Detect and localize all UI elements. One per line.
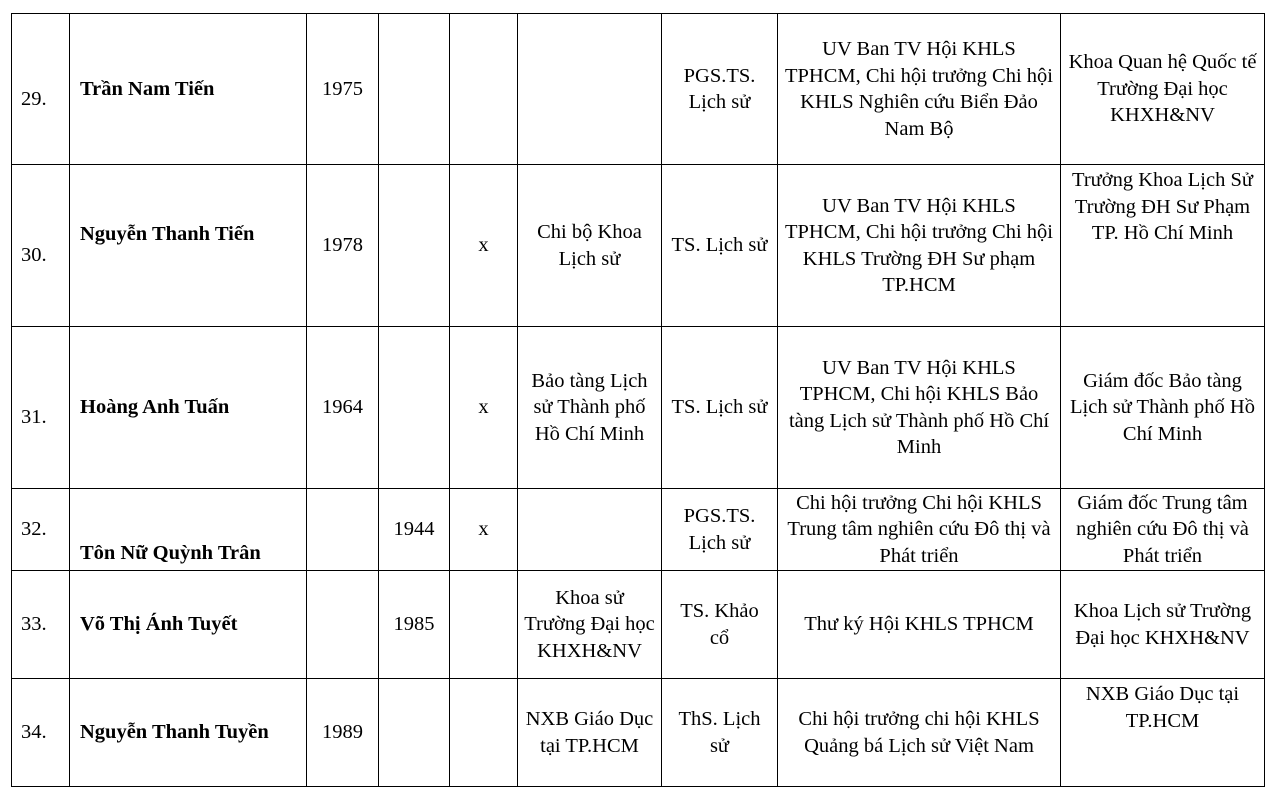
table-row: [12, 165, 1265, 327]
table-row: [12, 327, 1265, 489]
row-index: 32.: [12, 489, 70, 571]
party-member-mark: x: [450, 489, 518, 571]
birth-year-male: 1964: [307, 327, 379, 489]
birth-year-male: 1975: [307, 14, 379, 165]
birth-year-female: 1944: [379, 489, 450, 571]
party-unit: [518, 14, 662, 165]
member-name: Tôn Nữ Quỳnh Trân: [70, 489, 307, 571]
workplace: Giám đốc Trung tâm nghiên cứu Đô thị và Phát triển: [1061, 489, 1265, 571]
workplace: Giám đốc Bảo tàng Lịch sử Thành phố Hồ Chí Minh: [1061, 327, 1265, 489]
workplace: Trưởng Khoa Lịch Sử Trường ĐH Sư Phạm TP. Hồ Chí Minh: [1061, 165, 1265, 327]
party-member-mark: [450, 571, 518, 679]
academic-degree: PGS.TS. Lịch sử: [662, 14, 778, 165]
member-name: Trần Nam Tiến: [70, 14, 307, 165]
member-name: Võ Thị Ánh Tuyết: [70, 571, 307, 679]
party-unit: NXB Giáo Dục tại TP.HCM: [518, 679, 662, 787]
birth-year-female: [379, 327, 450, 489]
birth-year-male: 1978: [307, 165, 379, 327]
birth-year-male: [307, 489, 379, 571]
birth-year-female: [379, 14, 450, 165]
party-unit: Khoa sử Trường Đại học KHXH&NV: [518, 571, 662, 679]
row-index: 30.: [12, 165, 70, 327]
academic-degree: TS. Lịch sử: [662, 165, 778, 327]
workplace: Khoa Quan hệ Quốc tế Trường Đại học KHXH&NV: [1061, 14, 1265, 165]
academic-degree: TS. Lịch sử: [662, 327, 778, 489]
party-unit: Chi bộ Khoa Lịch sử: [518, 165, 662, 327]
association-role: UV Ban TV Hội KHLS TPHCM, Chi hội trưởng Chi hội KHLS Nghiên cứu Biển Đảo Nam Bộ: [778, 14, 1061, 165]
birth-year-female: [379, 679, 450, 787]
academic-degree: TS. Khảo cổ: [662, 571, 778, 679]
association-role: Thư ký Hội KHLS TPHCM: [778, 571, 1061, 679]
member-name: Nguyễn Thanh Tiến: [70, 165, 307, 327]
member-name: Nguyễn Thanh Tuyền: [70, 679, 307, 787]
party-member-mark: [450, 14, 518, 165]
table-row: [12, 571, 1265, 679]
member-name: Hoàng Anh Tuấn: [70, 327, 307, 489]
birth-year-female: [379, 165, 450, 327]
association-role: UV Ban TV Hội KHLS TPHCM, Chi hội trưởng Chi hội KHLS Trường ĐH Sư phạm TP.HCM: [778, 165, 1061, 327]
table-row: [12, 14, 1265, 165]
party-unit: Bảo tàng Lịch sử Thành phố Hồ Chí Minh: [518, 327, 662, 489]
row-index: 33.: [12, 571, 70, 679]
association-role: UV Ban TV Hội KHLS TPHCM, Chi hội KHLS Bảo tàng Lịch sử Thành phố Hồ Chí Minh: [778, 327, 1061, 489]
table-row: [12, 679, 1265, 787]
table-row: [12, 489, 1265, 571]
party-member-mark: [450, 679, 518, 787]
row-index: 34.: [12, 679, 70, 787]
academic-degree: PGS.TS. Lịch sử: [662, 489, 778, 571]
association-role: Chi hội trưởng chi hội KHLS Quảng bá Lịch sử Việt Nam: [778, 679, 1061, 787]
member-table: [11, 13, 1265, 787]
workplace: NXB Giáo Dục tại TP.HCM: [1061, 679, 1265, 787]
party-member-mark: x: [450, 165, 518, 327]
academic-degree: ThS. Lịch sử: [662, 679, 778, 787]
party-member-mark: x: [450, 327, 518, 489]
row-index: 29.: [12, 14, 70, 165]
birth-year-male: [307, 571, 379, 679]
birth-year-male: 1989: [307, 679, 379, 787]
workplace: Khoa Lịch sử Trường Đại học KHXH&NV: [1061, 571, 1265, 679]
association-role: Chi hội trưởng Chi hội KHLS Trung tâm nghiên cứu Đô thị và Phát triển: [778, 489, 1061, 571]
row-index: 31.: [12, 327, 70, 489]
party-unit: [518, 489, 662, 571]
birth-year-female: 1985: [379, 571, 450, 679]
